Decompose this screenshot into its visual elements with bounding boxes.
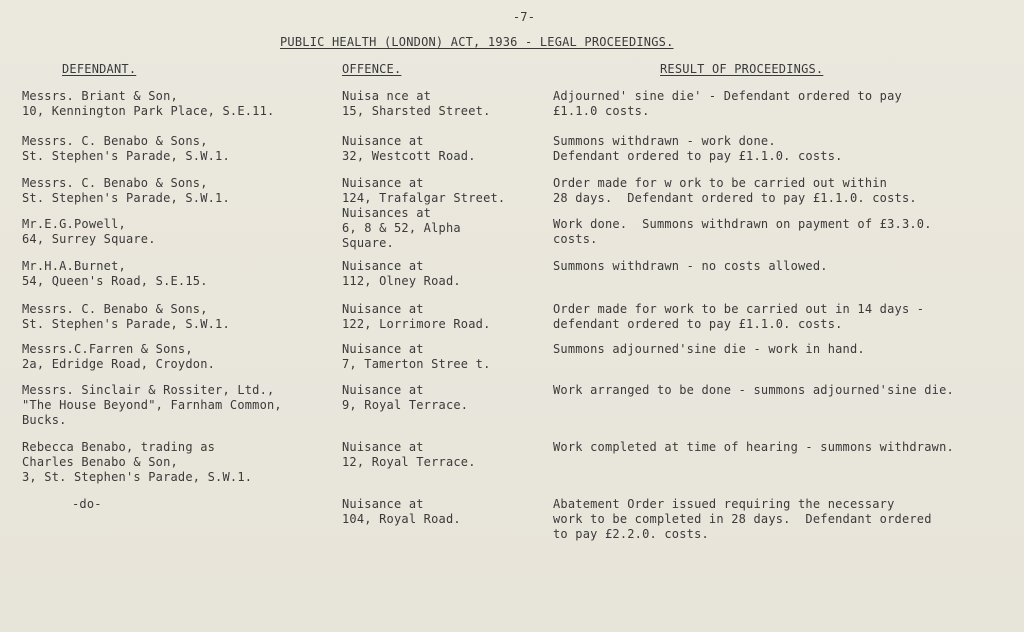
defendant-cell: Messrs. Briant & Son, 10, Kennington Park Place, S.E.11.: [22, 89, 275, 118]
result-cell: Summons adjourned'sine die - work in hand.: [553, 342, 865, 356]
result-cell: Work arranged to be done - summons adjourned'sine die.: [553, 383, 954, 397]
offence-cell: Nuisance at 9, Royal Terrace.: [342, 383, 469, 412]
offence-cell: Nuisance at 122, Lorrimore Road.: [342, 302, 491, 331]
result-cell: Order made for work to be carried out in 14 days - defendant ordered to pay £1.1.0. costs.: [553, 302, 925, 331]
offence-cell: Nuisance at 124, Trafalgar Street.: [342, 176, 506, 205]
defendant-cell: Messrs. C. Benabo & Sons, St. Stephen's Parade, S.W.1.: [22, 134, 230, 163]
defendant-cell: Messrs.C.Farren & Sons, 2a, Edridge Road, Croydon.: [22, 342, 216, 371]
result-cell: Summons withdrawn - work done. Defendant ordered to pay £1.1.0. costs.: [553, 134, 843, 163]
page-number: -7-: [512, 10, 536, 24]
defendant-cell: Rebecca Benabo, trading as Charles Benabo & Son, 3, St. Stephen's Parade, S.W.1.: [22, 440, 253, 484]
column-header-offence: OFFENCE.: [342, 62, 402, 76]
result-cell: Order made for w ork to be carried out within 28 days. Defendant ordered to pay £1.1.0. costs.: [553, 176, 917, 205]
result-cell: Work done. Summons withdrawn on payment of £3.3.0. costs.: [553, 217, 932, 246]
result-cell: Abatement Order issued requiring the necessary work to be completed in 28 days. Defendant ordered to pay £2.2.0. costs.: [553, 497, 932, 541]
document-title: PUBLIC HEALTH (LONDON) ACT, 1936 - LEGAL PROCEEDINGS.: [280, 35, 674, 49]
result-cell: Adjourned' sine die' - Defendant ordered to pay £1.1.0 costs.: [553, 89, 902, 118]
offence-cell: Nuisance at 112, Olney Road.: [342, 259, 461, 288]
offence-cell: Nuisances at 6, 8 & 52, Alpha Square.: [342, 206, 461, 250]
result-cell: Summons withdrawn - no costs allowed.: [553, 259, 828, 273]
offence-cell: Nuisance at 12, Royal Terrace.: [342, 440, 476, 469]
defendant-cell: Messrs. C. Benabo & Sons, St. Stephen's Parade, S.W.1.: [22, 302, 230, 331]
defendant-cell: Messrs. C. Benabo & Sons, St. Stephen's Parade, S.W.1.: [22, 176, 230, 205]
offence-cell: Nuisance at 104, Royal Road.: [342, 497, 461, 526]
result-cell: Work completed at time of hearing - summons withdrawn.: [553, 440, 954, 454]
column-header-defendant: DEFENDANT.: [62, 62, 137, 76]
offence-cell: Nuisance at 32, Westcott Road.: [342, 134, 476, 163]
defendant-cell: Mr.E.G.Powell, 64, Surrey Square.: [22, 217, 156, 246]
defendant-cell: -do-: [72, 497, 102, 511]
column-header-result: RESULT OF PROCEEDINGS.: [660, 62, 824, 76]
defendant-cell: Messrs. Sinclair & Rossiter, Ltd., "The House Beyond", Farnham Common, Bucks.: [22, 383, 282, 427]
defendant-cell: Mr.H.A.Burnet, 54, Queen's Road, S.E.15.: [22, 259, 208, 288]
offence-cell: Nuisance at 7, Tamerton Stree t.: [342, 342, 491, 371]
offence-cell: Nuisa nce at 15, Sharsted Street.: [342, 89, 491, 118]
